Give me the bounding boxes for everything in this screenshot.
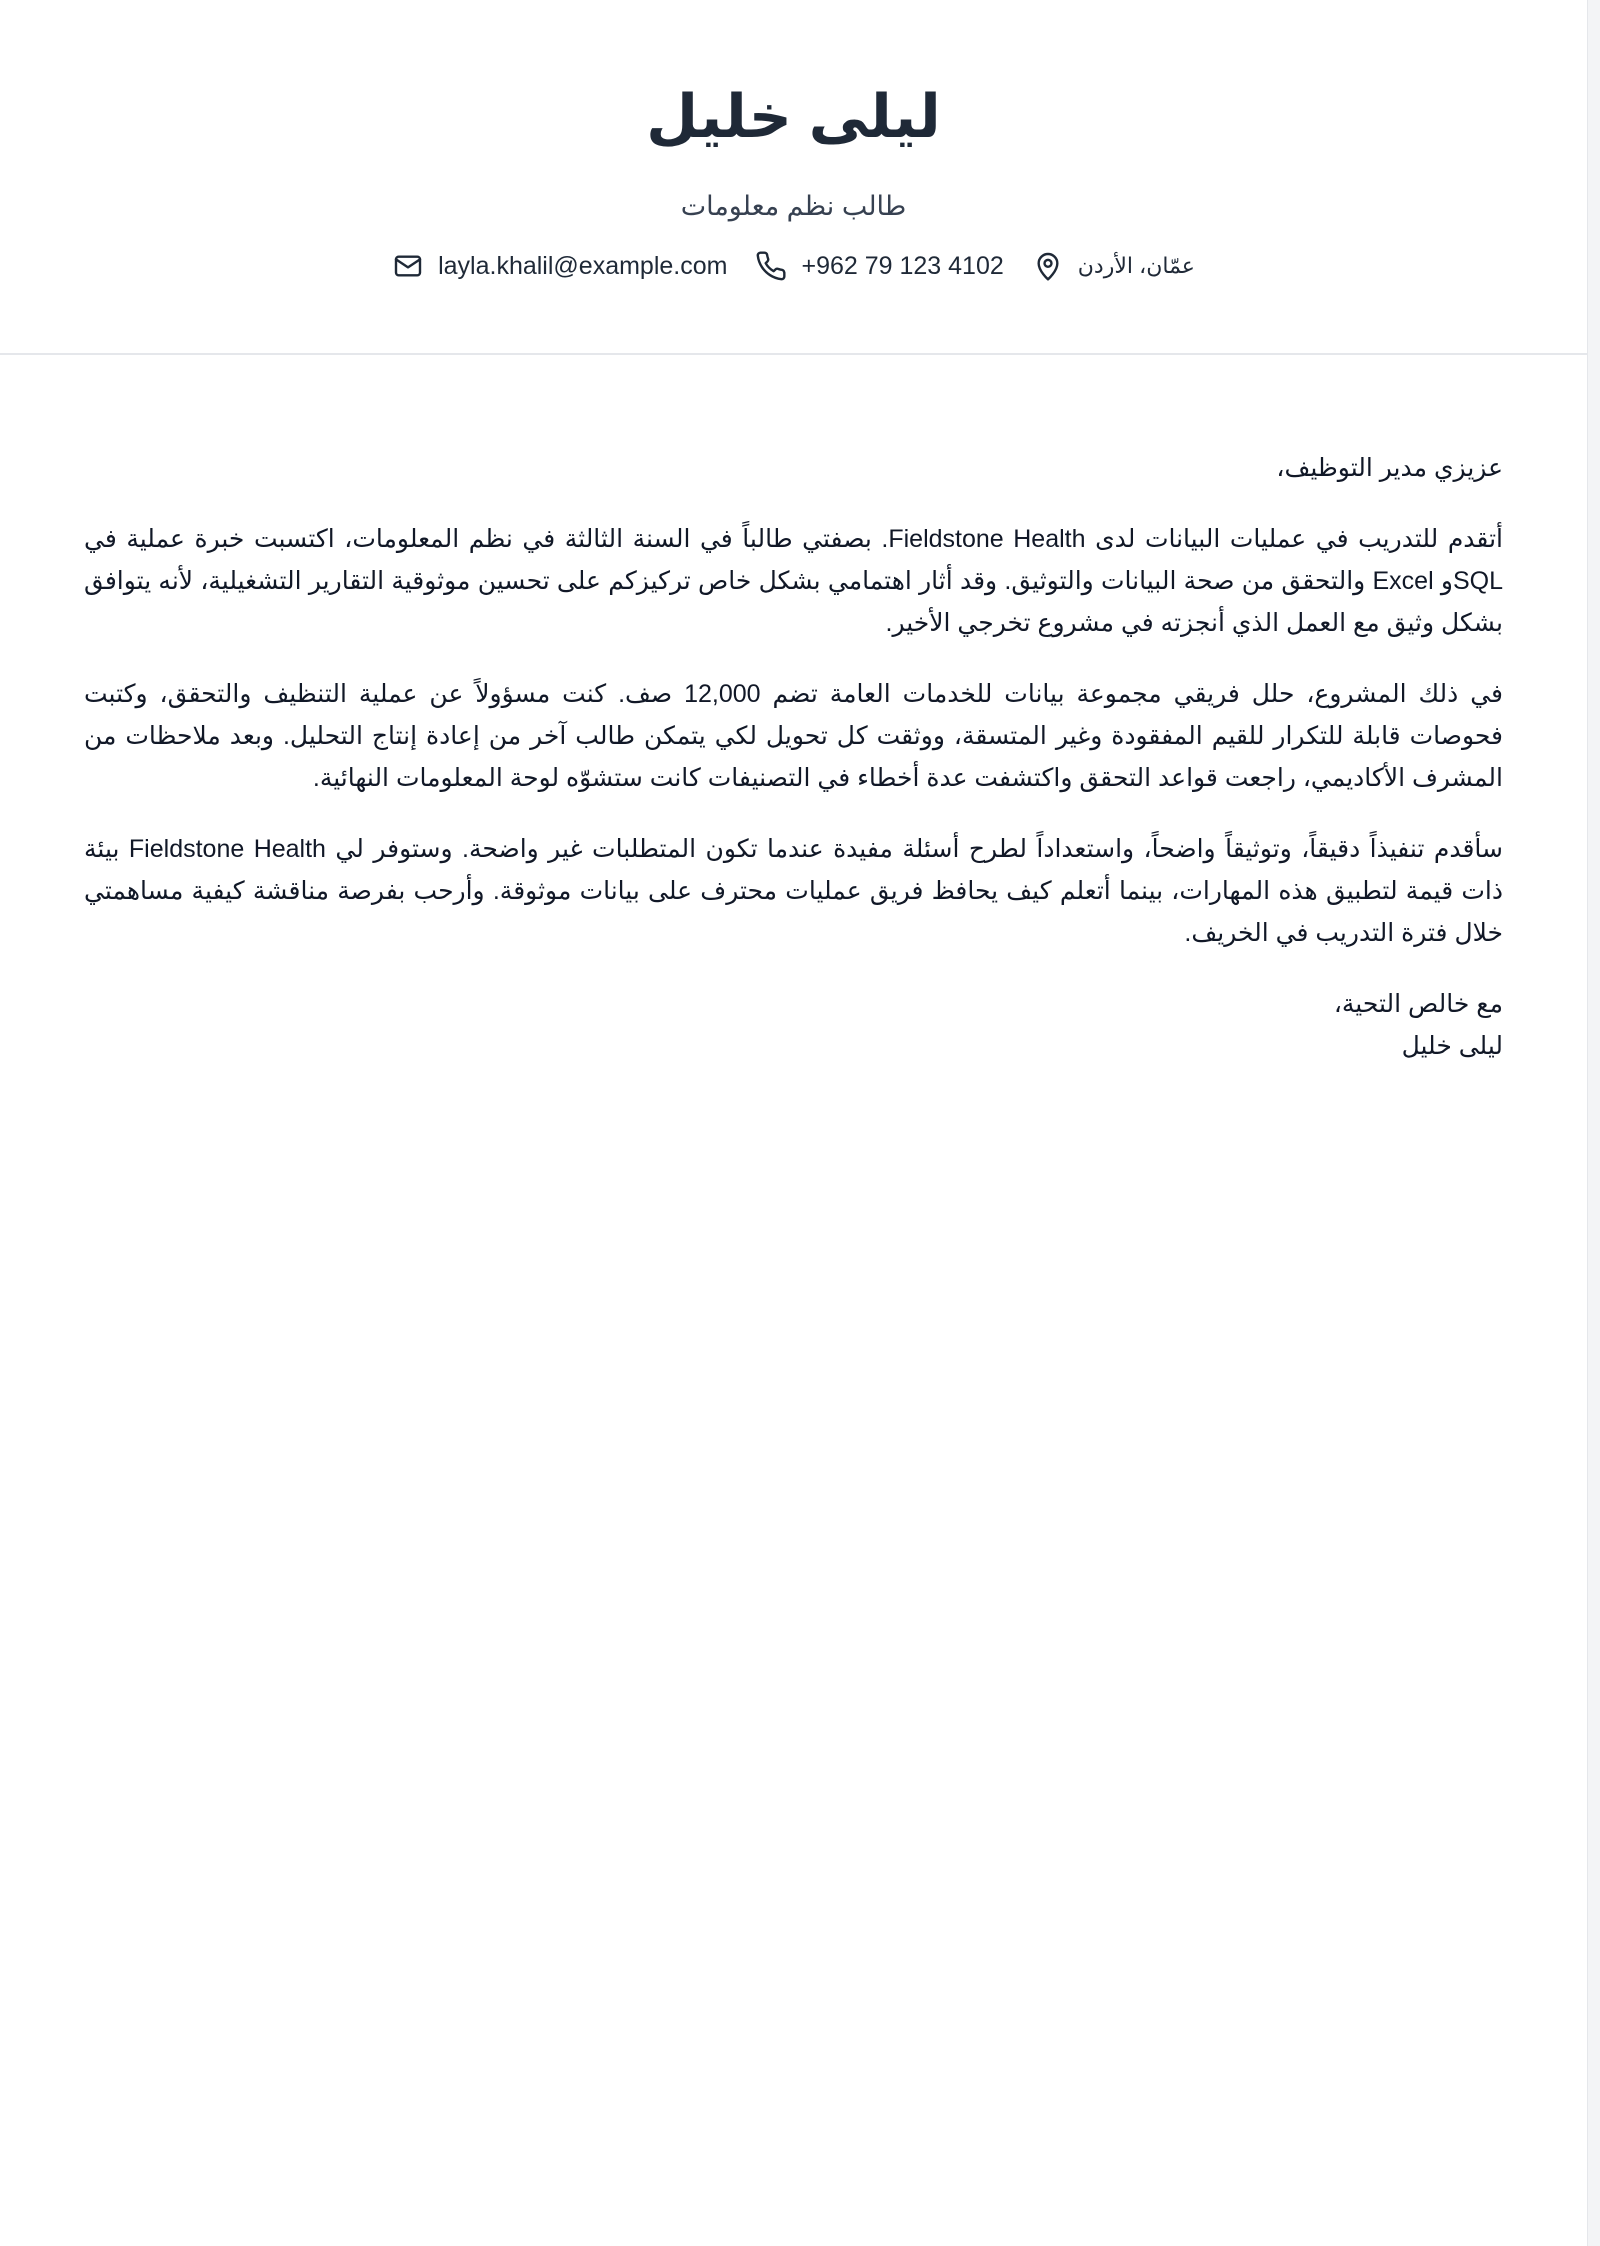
- mail-icon: [392, 250, 424, 282]
- signature: ليلى خليل: [1401, 1032, 1503, 1060]
- letter-body: [0, 355, 1587, 1067]
- paragraph-3: سأقدم تنفيذاً دقيقاً، وتوثيقاً واضحاً، واستعداداً لطرح أسئلة مفيدة عندما تكون المتطلبات غير واضحة. وستوفر لي Fieldstone Health بيئة ذات قيمة لتطبيق هذه المهارات، بينما أتعلم كيف يحافظ فريق عمليات محترف على بيانات موثوقة. وأرحب بفرصة مناقشة كيفية مساهمتي خلال فترة التدريب في الخريف.: [84, 835, 1503, 947]
- phone-text: +962 79 123 4102: [801, 251, 1004, 280]
- paragraph-2: في ذلك المشروع، حلل فريقي مجموعة بيانات للخدمات العامة تضم 12,000 صف. كنت مسؤولاً عن عملية التنظيف والتحقق، وكتبت فحوصات قابلة للتكرار للقيم المفقودة وغير المتسقة، ووثقت كل تحويل لكي يتمكن طالب آخر من إعادة إنتاج التحليل. وبعد ملاحظات من المشرف الأكاديمي، راجعت قواعد التحقق واكتشفت عدة أخطاء في التصنيفات كانت ستشوّه لوحة المعلومات النهائية.: [84, 680, 1503, 792]
- phone-icon: [755, 250, 787, 282]
- contact-email[interactable]: [392, 250, 727, 282]
- letter-header: [0, 0, 1587, 355]
- greeting: عزيزي مدير التوظيف،: [1276, 454, 1503, 482]
- paragraph-1: أتقدم للتدريب في عمليات البيانات لدى Fieldstone Health. بصفتي طالباً في السنة الثالثة في نظم المعلومات، اكتسبت خبرة عملية في SQLو Excel والتحقق من صحة البيانات والتوثيق. وقد أثار اهتمامي بشكل خاص تركيزكم على تحسين موثوقية التقارير التشغيلية، لأنه يتوافق بشكل وثيق مع العمل الذي أنجزته في مشروع تخرجي الأخير.: [84, 525, 1503, 637]
- contact-location: [1032, 250, 1195, 282]
- applicant-title: طالب نظم معلومات: [680, 191, 907, 221]
- contact-info: [0, 250, 1587, 282]
- location-text: عمّان، الأردن: [1077, 253, 1195, 278]
- closing: مع خالص التحية،: [1333, 990, 1503, 1018]
- map-pin-icon: [1032, 250, 1064, 282]
- email-text: layla.khalil@example.com: [438, 251, 728, 280]
- contact-phone[interactable]: [755, 250, 1003, 282]
- applicant-name: ليلى خليل: [646, 83, 941, 150]
